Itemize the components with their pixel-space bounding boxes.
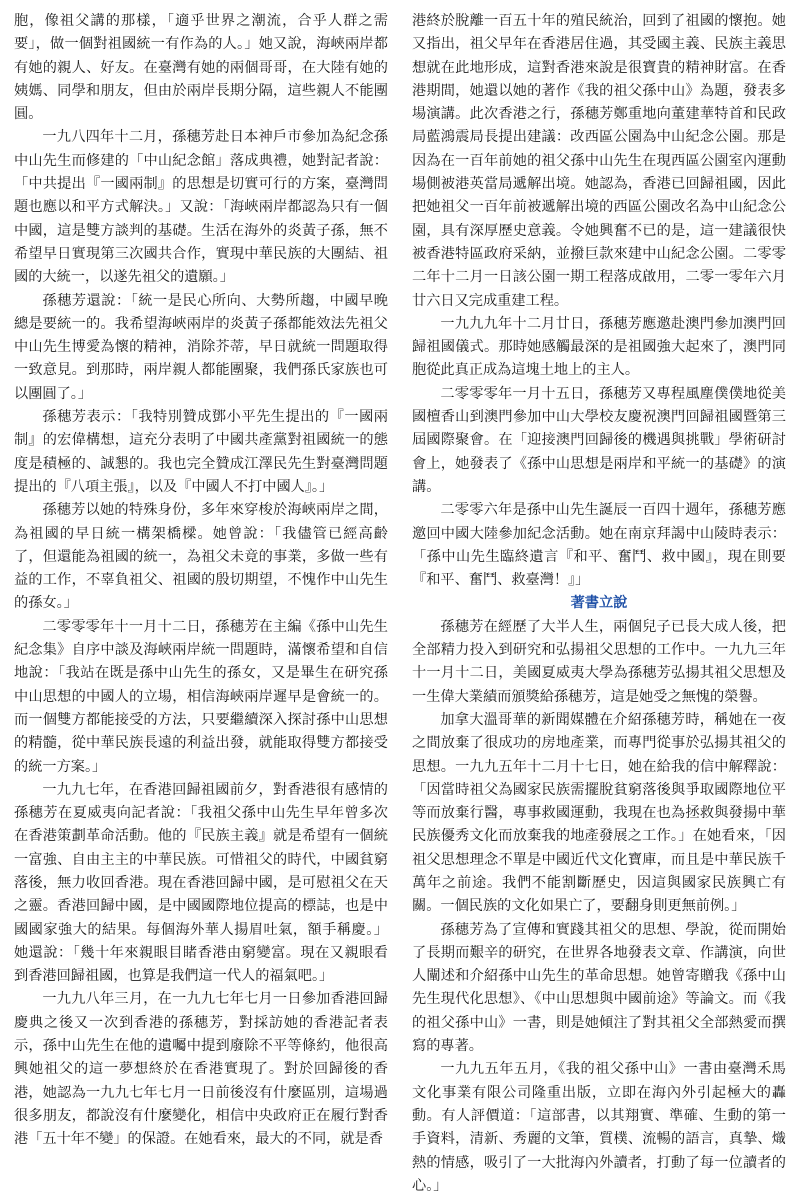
paragraph: 二零零六年是孫中山先生誕辰一百四十週年，孫穗芳應邀回中國大陸參加紀念活動。她在南京拜謁中山陵時表示：「孫中山先生臨終遺言『和平、奮鬥、救中國』，現在則要『和平、奮鬥、救臺灣！』」 (412, 502, 786, 589)
section-heading: 著書立說 (570, 595, 628, 612)
paragraph: 港終於脫離一百五十年的殖民統治，回到了祖國的懷抱。她又指出，祖父早年在香港居住過，其受國主義、民族主義思想就在此地形成，這對香港來說是很寶貴的精神財富。在香港期間，她還以她的著作《我的祖父孫中山》為題，發表多場演講。此次香港之行，孫穗芳鄭重地向董建華特首和民政局藍鴻震局長提出建議：改西區公園為中山紀念公園。那是因為在一百年前她的祖父孫中山先生在現西區公園室內運動場側被港英當局遞解出境。她認為，香港已回歸祖國，因此把她祖父一百年前被遞解出境的西區公園改名為中山紀念公園，具有深厚歷史意義。令她興奮不已的是，這一建議很快被香港特區政府采納，並撥巨款來建中山紀念公園。二零零二年十二月一日該公園一期工程落成啟用，二零一零年六月廿六日又完成重建工程。 (412, 13, 786, 309)
left-column (14, 10, 388, 1148)
paragraph: 一九八四年十二月，孫穗芳赴日本神戶市參加為紀念孫中山先生而修建的「中山紀念館」落成典禮，她對記者說：「中共提出『一國兩制』的思想是切實可行的方案，臺灣問題也應以和平方式解決。」又說：「海峽兩岸都認為只有一個中國，這是雙方談判的基礎。生活在海外的炎黃子孫，無不希望早日實現第三次國共合作，實現中華民族的大團結、祖國的大統一，以遂先祖父的遺願。」 (14, 129, 388, 286)
paragraph: 孫穗芳以她的特殊身份，多年來穿梭於海峽兩岸之間，為祖國的早日統一構架橋樑。她曾說：「我儘管已經高齡了，但還能為祖國的統一，為祖父未竟的事業，多做一些有益的工作，不辜負祖父、祖國的殷切期望，不愧作中山先生的孫女。」 (14, 502, 388, 612)
paragraph: 一九九七年，在香港回歸祖國前夕，對香港很有感情的孫穗芳在夏威夷向記者說：「我祖父孫中山先生早年曾多次在香港策劃革命活動。他的『民族主義』就是希望有一個統一富強、自由主主的中華民族。可惜祖父的時代，中國貧窮落後，無力收回香港。現在香港回歸中國，是可慰祖父在天之靈。香港回歸中國，是中國國際地位提高的標誌，也是中國國家強大的結果。每個海外華人揚眉吐氣，額手稱慶。」她還說：「幾十年來親眼目睹香港由窮變富。現在又親眼看到香港回歸祖國，也算是我們這一代人的福氣吧。」 (14, 781, 388, 985)
paragraph: 一九九八年三月，在一九九七年七月一日參加香港回歸慶典之後又一次到香港的孫穗芳，對採訪她的香港記者表示，孫中山先生在他的遺囑中提到廢除不平等條約，他很高興她祖父的這一夢想終於在香港實現了。對於回歸後的香港，她認為一九九七年七月一日前後沒有什麼區別，這場過很多朋友，都說沒有什麼變化，相信中央政府正在履行對香港「五十年不變」的保證。在她看來，最大的不同，就是香 (14, 991, 388, 1148)
right-column (412, 10, 786, 1194)
paragraph: 孫穗芳還說：「統一是民心所向、大勢所趨，中國早晚總是要統一的。我希望海峽兩岸的炎黃子孫都能效法先祖父中山先生博愛為懷的精神，消除芥蒂，早日就統一問題取得一致意見。到那時，兩岸親人都能團聚，我們孫氏家族也可以團圓了。」 (14, 292, 388, 402)
paragraph: 胞，像祖父講的那樣，「適乎世界之潮流，合乎人群之需要」，做一個對祖國統一有作為的人。」她又說，海峽兩岸都有她的親人、好友。在臺灣有她的兩個哥哥，在大陸有她的姨媽、同學和朋友，但由於兩岸長期分隔，這些親人不能團圓。 (14, 13, 388, 123)
paragraph: 一九九五年五月，《我的祖父孫中山》一書由臺灣禾馬文化事業有限公司隆重出版，立即在海內外引起極大的轟動。有人評價道：「這部書，以其翔實、準確、生動的第一手資料，清新、秀麗的文筆，質樸、流暢的語言，真摯、熾熱的情感，吸引了一大批海內外讀者，打動了每一位讀者的心。」 (412, 1061, 786, 1194)
paragraph: 一九九九年十二月廿日，孫穗芳應邀赴澳門參加澳門回歸祖國儀式。那時她感觸最深的是祖國強大起來了，澳門同胞從此真正成為這塊土地上的主人。 (412, 315, 786, 379)
paragraph: 加拿大溫哥華的新聞媒體在介紹孫穗芳時，稱她在一夜之間放棄了很成功的房地產業，而專門從事於弘揚其祖父的思想。一九九五年十二月十七日，她在給我的信中解釋說：「因當時祖父為國家民族需擺脫貧窮落後與爭取國際地位平等而放棄行醫，專事救國運動，我現在也為拯救與發揚中華民族優秀文化而放棄我的地產發展之工作。」在她看來，「因祖父思想理念不單是中國近代文化寶庫，而且是中華民族千萬年之前途。我們不能割斷歷史，因這與國家民族興亡有關。一個民族的文化如果亡了，要翻身則更無前例。」 (412, 711, 786, 915)
paragraph: 二零零零年十一月十二日，孫穗芳在主編《孫中山先生紀念集》自序中談及海峽兩岸統一問題時，滿懷希望和自信地說：「我站在既是孫中山先生的孫女，又是畢生在研究孫中山思想的中國人的立場，相信海峽兩岸遲早是會統一的。而一個雙方都能接受的方法，只要繼續深入探討孫中山思想的精髓，從中華民族長遠的利益出發，就能取得雙方都接受的統一方案。」 (14, 618, 388, 775)
paragraph: 二零零零年一月十五日，孫穗芳又專程風塵僕僕地從美國檀香山到澳門參加中山大學校友慶祝澳門回歸祖國暨第三屆國際聚會。在「迎接澳門回歸後的機遇與挑戰」學術研討會上，她發表了《孫中山思想是兩岸和平統一的基礎》的演講。 (412, 385, 786, 495)
paragraph: 孫穗芳表示：「我特別贊成鄧小平先生提出的『一國兩制』的宏偉構想，這充分表明了中國共產黨對祖國統一的態度是積極的、誠懇的。我也完全贊成江澤民先生對臺灣問題提出的『八項主張』，以及『中國人不打中國人』。」 (14, 409, 388, 495)
paragraph: 孫穗芳為了宣傳和實踐其祖父的思想、學說，從而開始了長期而艱辛的研究，在世界各地發表文章、作講演，向世人闡述和介紹孫中山先生的革命思想。她曾寄贈我《孫中山先生現代化思想》、《中山思想與中國前途》等論文。而《我的祖父孫中山》一書，則是她傾注了對其祖父全部熱愛而撰寫的專著。 (412, 921, 786, 1055)
paragraph: 孫穗芳在經歷了大半人生，兩個兒子已長大成人後，把全部精力投入到研究和弘揚祖父思想的工作中。一九九三年十一月十二日，美國夏威夷大學為孫穗芳弘揚其祖父思想及一生偉大業績而頒獎給孫穗芳，這是她受之無愧的榮譽。 (412, 618, 786, 705)
